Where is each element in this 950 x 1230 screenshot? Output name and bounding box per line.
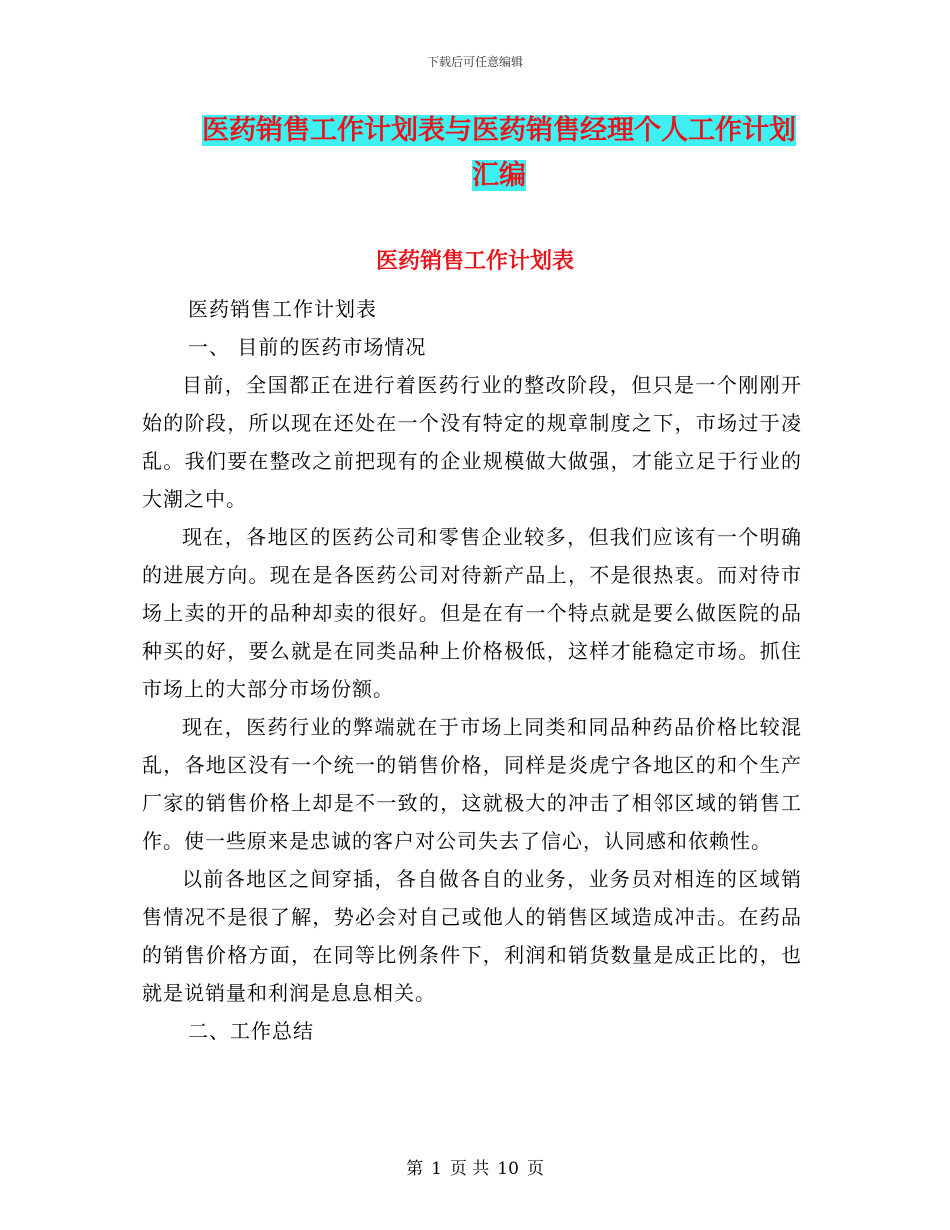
paragraph: 现在，各地区的医药公司和零售企业较多，但我们应该有一个明确的进展方向。现在是各医药公司对待新产品上，不是很热衷。而对待市场上卖的开的品种却卖的很好。但是在有一个特点就是要么做医院的品种买的好，要么就是在同类品种上价格极低，这样才能稳定市场。抓住市场上的大部分市场份额。 [142, 525, 802, 701]
page-header-note: 下载后可任意编辑 [426, 55, 523, 69]
document-title [190, 108, 808, 198]
footer-prefix: 第 [406, 1159, 424, 1179]
paragraph: 以前各地区之间穿插，各自做各自的业务，业务员对相连的区域销售情况不是很了解，势必会对自己或他人的销售区域造成冲击。在药品的销售价格方面，在同等比例条件下，利润和销货数量是成正比的，也就是说销量和利润是息息相关。 [142, 867, 802, 1005]
subtitle-line: 医药销售工作计划表 [188, 297, 377, 321]
paragraph: 现在，医药行业的弊端就在于市场上同类和同品种药品价格比较混乱，各地区没有一个统一的销售价格，同样是炎虎宁各地区的和个生产厂家的销售价格上却是不一致的，这就极大的冲击了相邻区域的销售工作。使一些原来是忠诚的客户对公司失去了信心，认同感和依赖性。 [142, 715, 802, 853]
footer-page-number: 1 [431, 1159, 442, 1179]
heading-market-situation: 一、 目前的医药市场情况 [188, 335, 427, 359]
footer-middle: 页 共 [449, 1159, 490, 1179]
document-body [142, 290, 802, 1050]
document-title-text: 医药销售工作计划表与医药销售经理个人工作计划汇编 [202, 115, 796, 191]
section-title: 医药销售工作计划表 [375, 249, 574, 274]
heading-work-summary: 二、工作总结 [188, 1019, 314, 1043]
footer-total-pages: 10 [497, 1159, 519, 1179]
page-number-footer [0, 1154, 950, 1179]
paragraph: 目前，全国都正在进行着医药行业的整改阶段，但只是一个刚刚开始的阶段，所以现在还处在一个没有特定的规章制度之下，市场过于凌乱。我们要在整改之前把现有的企业规模做大做强，才能立足于行业的大潮之中。 [142, 373, 802, 511]
footer-suffix: 页 [526, 1159, 544, 1179]
